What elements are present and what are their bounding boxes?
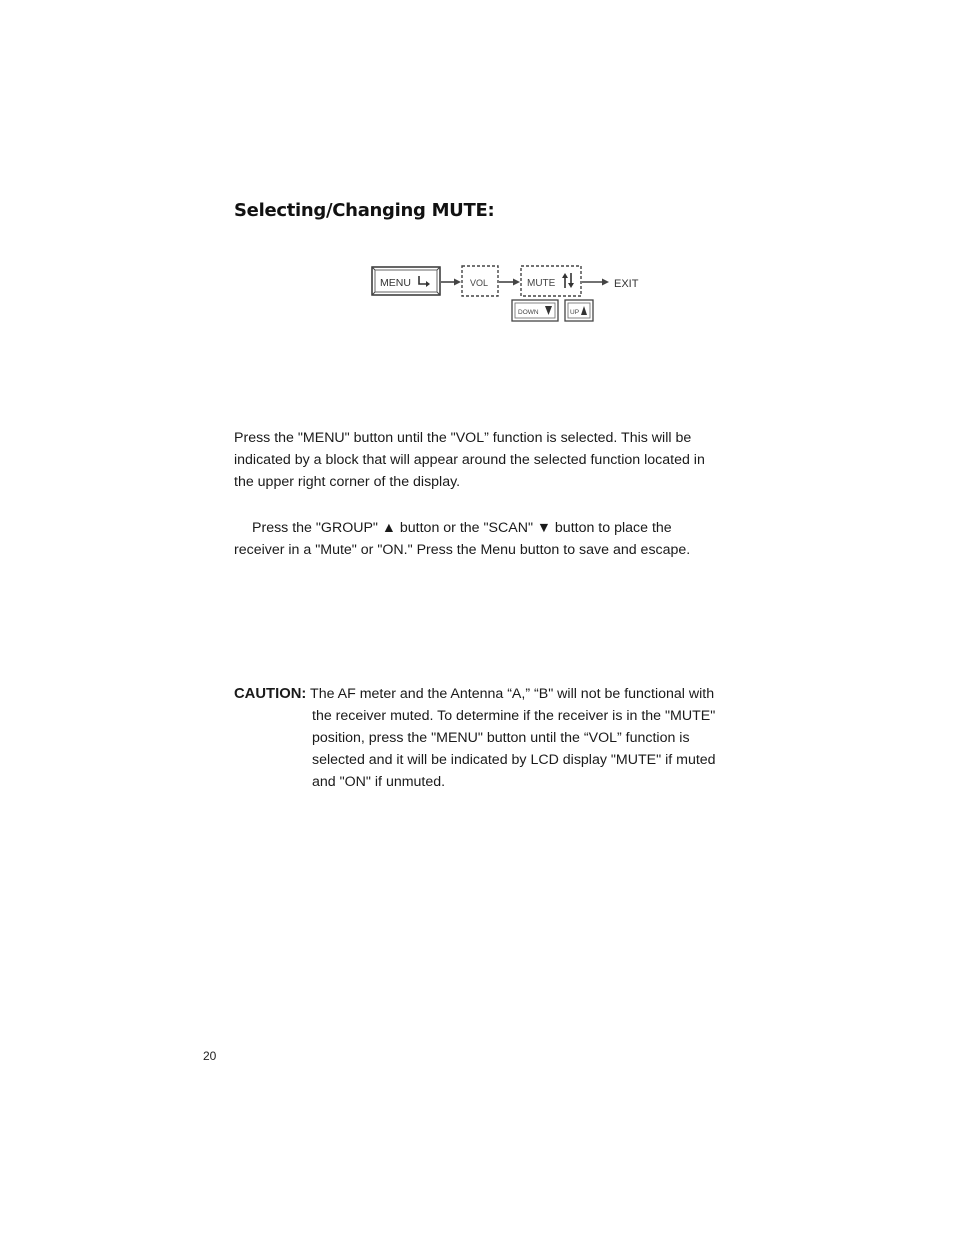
menu-flow-diagram <box>368 262 648 328</box>
down-button-box <box>512 300 558 321</box>
section-heading: Selecting/Changing MUTE: <box>234 200 495 221</box>
menu-box <box>372 267 440 295</box>
exit-label: EXIT <box>614 278 639 290</box>
caution-note <box>234 683 744 793</box>
flow-arrow-icon <box>582 279 609 286</box>
paragraph-line: indicated by a block that will appear around the selected function located in <box>234 452 705 468</box>
caution-line: the receiver muted. To determine if the receiver is in the "MUTE" <box>312 708 716 724</box>
down-label: DOWN <box>518 309 539 316</box>
up-label: UP <box>570 309 580 316</box>
up-triangle-icon <box>581 306 587 315</box>
page-number: 20 <box>203 1049 217 1063</box>
paragraph-line: the upper right corner of the display. <box>234 474 461 490</box>
caution-line: position, press the "MENU" button until the “VOL” function is <box>312 730 690 746</box>
paragraph-line: Press the "MENU" button until the "VOL” function is selected. This will be <box>234 430 692 446</box>
up-button-box <box>565 300 593 321</box>
down-triangle-icon <box>545 306 552 315</box>
paragraph-line: Press the "GROUP" ▲ button or the "SCAN" ▼ button to place the <box>252 520 672 536</box>
mute-label: MUTE <box>527 278 556 289</box>
vol-label: VOL <box>470 278 489 288</box>
vol-box <box>462 266 498 296</box>
caution-line: selected and it will be indicated by LCD display "MUTE" if muted <box>312 752 716 768</box>
instruction-paragraph-1 <box>234 427 734 493</box>
caution-label: CAUTION: <box>234 686 307 702</box>
instruction-paragraph-2 <box>234 517 734 561</box>
menu-label: MENU <box>380 277 411 289</box>
flow-arrow-icon <box>499 279 520 286</box>
mute-box <box>521 266 581 296</box>
up-down-arrows-icon <box>562 273 574 288</box>
paragraph-line: receiver in a "Mute" or "ON." Press the Menu button to save and escape. <box>234 542 691 558</box>
flow-arrow-icon <box>441 279 461 286</box>
caution-line: and "ON" if unmuted. <box>312 774 446 790</box>
caution-first-line: The AF meter and the Antenna “A,” “B" will not be functional with <box>310 686 715 702</box>
